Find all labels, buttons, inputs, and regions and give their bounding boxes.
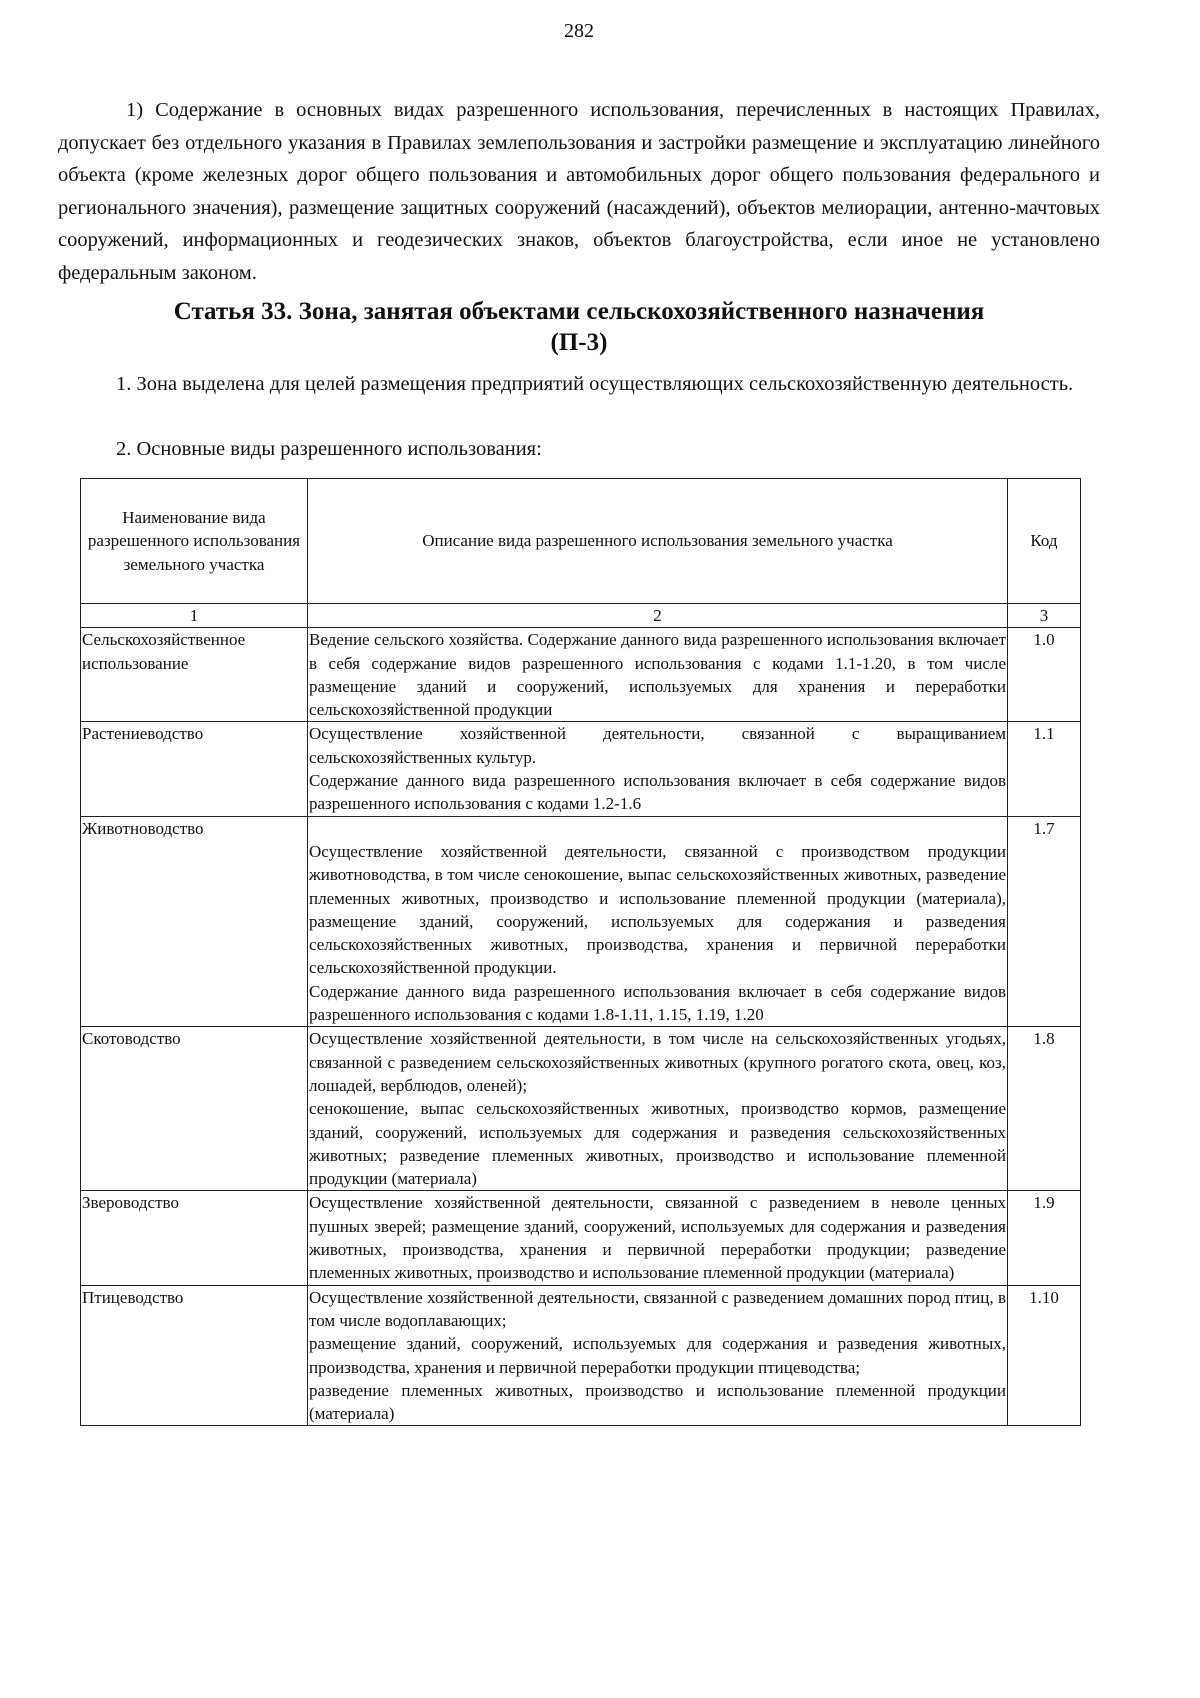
table-header-row bbox=[81, 479, 1081, 604]
header-name-column: Наименование вида разрешенного использования земельного участка bbox=[81, 479, 308, 604]
table-row bbox=[81, 816, 1081, 1027]
table-row bbox=[81, 1285, 1081, 1426]
row-name-cell: Сельскохозяйственное использование bbox=[81, 628, 308, 722]
header-code-column: Код bbox=[1008, 479, 1081, 604]
row-code-cell: 1.1 bbox=[1008, 722, 1081, 816]
article-heading-line1: Статья 33. Зона, занятая объектами сельскохозяйственного назначения bbox=[173, 298, 985, 325]
intro-paragraph: 1) Содержание в основных видах разрешенного использования, перечисленных в настоящих Правилах, допускает без отдельного указания в Правилах землепользования и застройки размещение и эксплуатацию линейного объекта (кроме железных дорог общего пользования и автомобильных дорог общего пользования федерального и регионального значения), размещение защитных сооружений (насаждений), объектов мелиорации, антенно-мачтовых сооружений, информационных и геодезических знаков, объектов благоустройства, если иное не установлено федеральным законом. bbox=[58, 99, 1100, 284]
article-heading bbox=[58, 296, 1100, 358]
row-code-cell: 1.0 bbox=[1008, 628, 1081, 722]
table-row bbox=[81, 1027, 1081, 1191]
row-description-cell: Осуществление хозяйственной деятельности, связанной с разведением в неволе ценных пушных зверей; размещение зданий, сооружений, используемых для содержания и разведения животных, производства, хранения и первичной переработки продукции; разведение племенных животных, производство и использование племенной продукции (материала) bbox=[308, 1191, 1008, 1285]
row-name-cell: Растениеводство bbox=[81, 722, 308, 816]
table-row bbox=[81, 1191, 1081, 1285]
page-number: 282 bbox=[564, 20, 594, 42]
header-description-column: Описание вида разрешенного использования земельного участка bbox=[308, 479, 1008, 604]
row-name-cell: Звероводство bbox=[81, 1191, 308, 1285]
row-description-cell: Осуществление хозяйственной деятельности, связанной с выращиванием сельскохозяйственных культур. Содержание данного вида разрешенного использования включает в себя содержание видов разрешенного использования с кодами 1.2-1.6 bbox=[308, 722, 1008, 816]
row-code-cell: 1.8 bbox=[1008, 1027, 1081, 1191]
point-2-paragraph: 2. Основные виды разрешенного использования: bbox=[116, 438, 542, 460]
table-row bbox=[81, 722, 1081, 816]
row-description-cell: Осуществление хозяйственной деятельности, связанной с разведением домашних пород птиц, в том числе водоплавающих; размещение зданий, сооружений, используемых для содержания и разведения животных, производства, хранения и первичной переработки продукции птицеводства; разведение племенных животных, производство и использование племенной продукции (материала) bbox=[308, 1285, 1008, 1426]
land-use-table bbox=[80, 478, 1081, 1426]
column-number: 3 bbox=[1008, 604, 1081, 628]
row-description-cell: Осуществление хозяйственной деятельности, в том числе на сельскохозяйственных угодьях, связанной с разведением сельскохозяйственных животных (крупного рогатого скота, овец, коз, лошадей, верблюдов, оленей); сенокошение, выпас сельскохозяйственных животных, производство кормов, размещение зданий, сооружений, используемых для содержания и разведения сельскохозяйственных животных; разведение племенных животных, производство и использование племенной продукции (материала) bbox=[308, 1027, 1008, 1191]
point-1-paragraph: 1. Зона выделена для целей размещения предприятий осуществляющих сельскохозяйственную деятельность. bbox=[116, 373, 1074, 395]
row-code-cell: 1.10 bbox=[1008, 1285, 1081, 1426]
column-number: 2 bbox=[308, 604, 1008, 628]
row-name-cell: Птицеводство bbox=[81, 1285, 308, 1426]
table-row bbox=[81, 628, 1081, 722]
row-name-cell: Скотоводство bbox=[81, 1027, 308, 1191]
row-code-cell: 1.7 bbox=[1008, 816, 1081, 1027]
row-description-cell: Ведение сельского хозяйства. Содержание данного вида разрешенного использования включает в себя содержание видов разрешенного использования с кодами 1.1-1.20, в том числе размещение зданий и сооружений, используемых для хранения и переработки сельскохозяйственной продукции bbox=[308, 628, 1008, 722]
column-number-row bbox=[81, 604, 1081, 628]
row-description-cell: Осуществление хозяйственной деятельности, связанной с производством продукции животноводства, в том числе сенокошение, выпас сельскохозяйственных животных, разведение племенных животных, производство и использование племенной продукции (материала), размещение зданий, сооружений, используемых для содержания и разведения сельскохозяйственных животных, производства, хранения и первичной переработки сельскохозяйственной продукции. Содержание данного вида разрешенного использования включает в себя содержание видов разрешенного использования с кодами 1.8-1.11, 1.15, 1.19, 1.20 bbox=[308, 816, 1008, 1027]
column-number: 1 bbox=[81, 604, 308, 628]
row-code-cell: 1.9 bbox=[1008, 1191, 1081, 1285]
article-heading-line2: (П-3) bbox=[550, 329, 608, 356]
row-name-cell: Животноводство bbox=[81, 816, 308, 1027]
